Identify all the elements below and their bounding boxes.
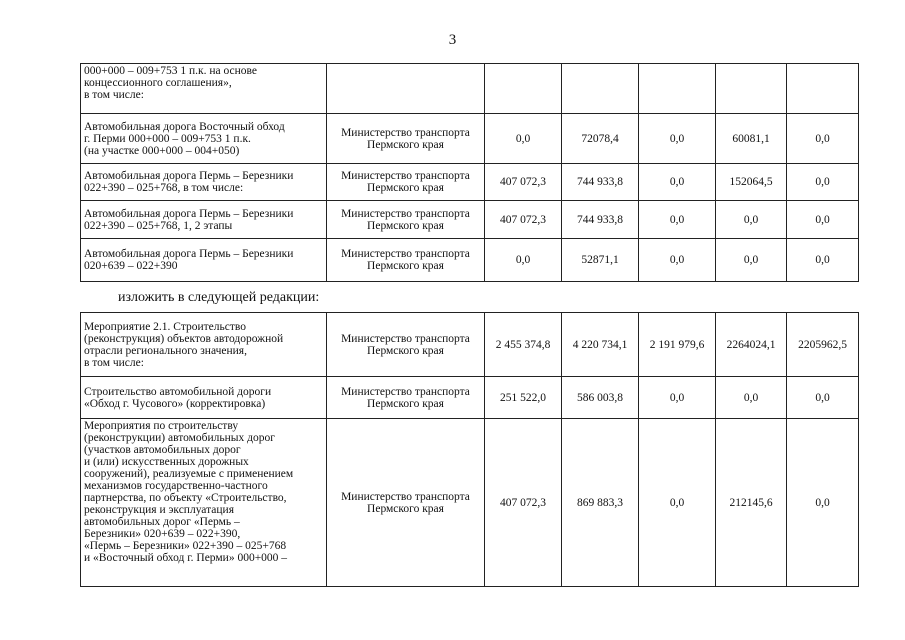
value-cell: 2205962,5 bbox=[787, 313, 859, 377]
value-cell: 0,0 bbox=[787, 419, 859, 587]
value-cell: 407 072,3 bbox=[485, 201, 562, 239]
page-number: 3 bbox=[448, 32, 457, 48]
row-name-cell: Мероприятия по строительству (реконструкции) автомобильных дорог (участков автомобильных дорог и (или) искусственных дорожных сооружений), реализуемые с применением механизмов государственно-частного партнерства, по объекту «Строительство, реконструкция и эксплуатация автомобильных дорог «Пермь – Березники» 020+639 – 022+390, «Пермь – Березники» 022+390 – 025+768 и «Восточный обход г. Перми» 000+000 – bbox=[81, 419, 327, 587]
value-cell: 0,0 bbox=[787, 201, 859, 239]
ministry-cell: Министерство транспорта Пермского края bbox=[327, 377, 485, 419]
value-cell: 586 003,8 bbox=[562, 377, 639, 419]
value-cell: 0,0 bbox=[716, 377, 787, 419]
value-cell: 72078,4 bbox=[562, 114, 639, 164]
value-cell: 744 933,8 bbox=[562, 201, 639, 239]
value-cell: 152064,5 bbox=[716, 164, 787, 201]
table-row bbox=[81, 239, 859, 282]
row-name-cell: Строительство автомобильной дороги «Обход г. Чусового» (корректировка) bbox=[81, 377, 327, 419]
value-cell bbox=[787, 64, 859, 114]
value-cell: 212145,6 bbox=[716, 419, 787, 587]
table-row bbox=[81, 114, 859, 164]
budget-table-old bbox=[80, 63, 859, 282]
value-cell: 60081,1 bbox=[716, 114, 787, 164]
value-cell: 4 220 734,1 bbox=[562, 313, 639, 377]
table-row bbox=[81, 377, 859, 419]
value-cell: 407 072,3 bbox=[485, 164, 562, 201]
value-cell: 744 933,8 bbox=[562, 164, 639, 201]
value-cell: 0,0 bbox=[485, 114, 562, 164]
ministry-cell bbox=[327, 64, 485, 114]
row-name-cell: Автомобильная дорога Пермь – Березники 022+390 – 025+768, в том числе: bbox=[81, 164, 327, 201]
value-cell: 0,0 bbox=[716, 239, 787, 282]
amendment-text: изложить в следующей редакции: bbox=[118, 290, 320, 305]
value-cell: 0,0 bbox=[787, 164, 859, 201]
row-name-cell: Мероприятие 2.1. Строительство (реконструкция) объектов автодорожной отрасли регионального значения, в том числе: bbox=[81, 313, 327, 377]
value-cell: 0,0 bbox=[716, 201, 787, 239]
ministry-cell: Министерство транспорта Пермского края bbox=[327, 164, 485, 201]
ministry-cell: Министерство транспорта Пермского края bbox=[327, 201, 485, 239]
table-row bbox=[81, 164, 859, 201]
ministry-cell: Министерство транспорта Пермского края bbox=[327, 313, 485, 377]
value-cell bbox=[716, 64, 787, 114]
budget-table-new bbox=[80, 312, 859, 587]
value-cell: 0,0 bbox=[639, 419, 716, 587]
value-cell bbox=[485, 64, 562, 114]
value-cell bbox=[639, 64, 716, 114]
value-cell: 407 072,3 bbox=[485, 419, 562, 587]
row-name-cell: Автомобильная дорога Восточный обход г. Перми 000+000 – 009+753 1 п.к. (на участке 000+000 – 004+050) bbox=[81, 114, 327, 164]
value-cell: 2264024,1 bbox=[716, 313, 787, 377]
ministry-cell: Министерство транспорта Пермского края bbox=[327, 239, 485, 282]
value-cell: 0,0 bbox=[639, 201, 716, 239]
value-cell: 2 191 979,6 bbox=[639, 313, 716, 377]
value-cell: 0,0 bbox=[485, 239, 562, 282]
value-cell: 2 455 374,8 bbox=[485, 313, 562, 377]
value-cell bbox=[562, 64, 639, 114]
ministry-cell: Министерство транспорта Пермского края bbox=[327, 114, 485, 164]
value-cell: 52871,1 bbox=[562, 239, 639, 282]
value-cell: 0,0 bbox=[787, 239, 859, 282]
table-row bbox=[81, 419, 859, 587]
row-name-cell: 000+000 – 009+753 1 п.к. на основе концессионного соглашения», в том числе: bbox=[81, 64, 327, 114]
row-name-cell: Автомобильная дорога Пермь – Березники 020+639 – 022+390 bbox=[81, 239, 327, 282]
ministry-cell: Министерство транспорта Пермского края bbox=[327, 419, 485, 587]
value-cell: 0,0 bbox=[639, 239, 716, 282]
value-cell: 0,0 bbox=[787, 114, 859, 164]
value-cell: 0,0 bbox=[639, 164, 716, 201]
row-name-cell: Автомобильная дорога Пермь – Березники 022+390 – 025+768, 1, 2 этапы bbox=[81, 201, 327, 239]
value-cell: 0,0 bbox=[787, 377, 859, 419]
table-row bbox=[81, 201, 859, 239]
value-cell: 251 522,0 bbox=[485, 377, 562, 419]
value-cell: 869 883,3 bbox=[562, 419, 639, 587]
value-cell: 0,0 bbox=[639, 114, 716, 164]
table-row bbox=[81, 313, 859, 377]
value-cell: 0,0 bbox=[639, 377, 716, 419]
table-row bbox=[81, 64, 859, 114]
